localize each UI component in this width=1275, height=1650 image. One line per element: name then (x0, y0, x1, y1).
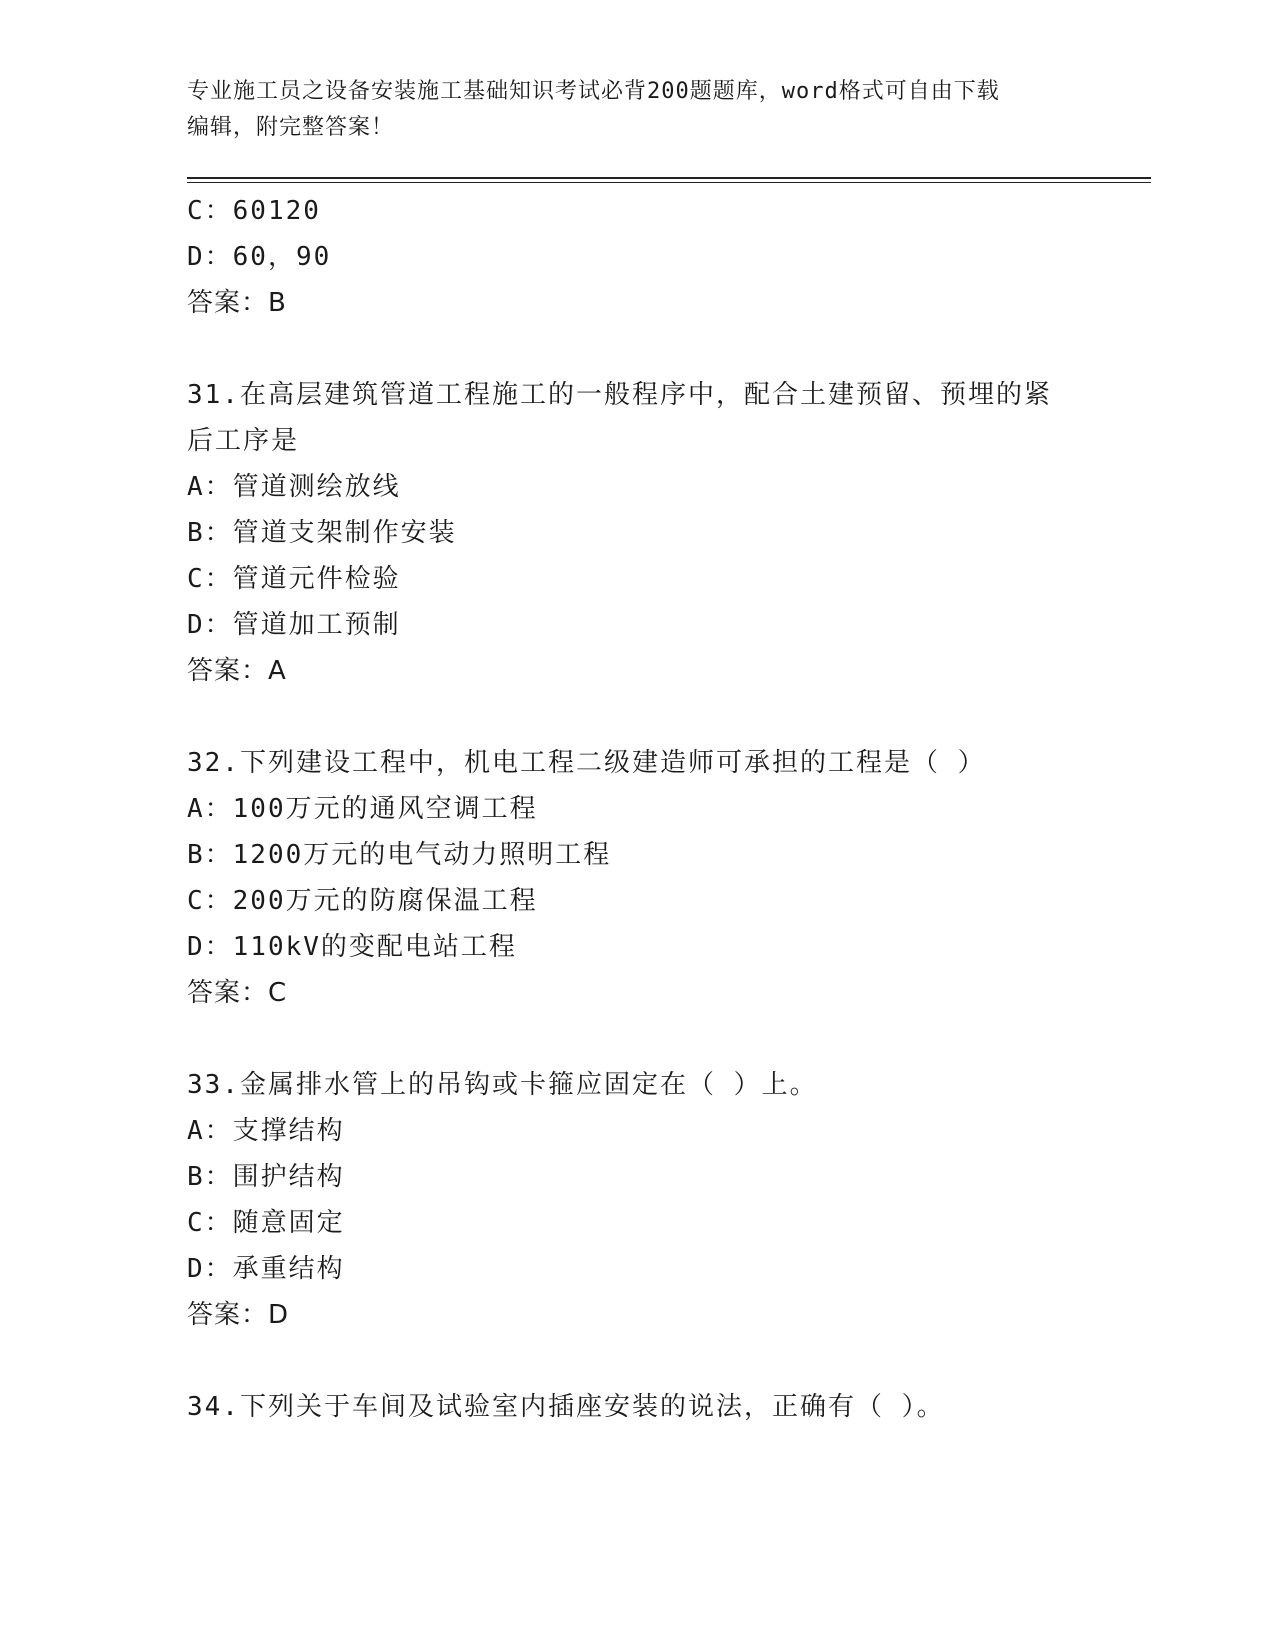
option-c: C：60120 (187, 196, 321, 226)
question-31 (187, 372, 1087, 694)
question-34 (187, 1384, 1087, 1430)
question-stem: 34.下列关于车间及试验室内插座安装的说法，正确有（ ）。 (187, 1392, 945, 1422)
document-header (187, 74, 1067, 146)
option-b: B：管道支架制作安装 (187, 518, 457, 548)
spacer (187, 326, 1087, 372)
spacer (187, 694, 1087, 740)
answer-line: 答案：D (187, 1300, 290, 1330)
question-stem-continued: 后工序是 (187, 426, 300, 456)
option-d: D：60，90 (187, 242, 332, 272)
question-33 (187, 1062, 1087, 1338)
question-stem: 32.下列建设工程中，机电工程二级建造师可承担的工程是（ ） (187, 748, 986, 778)
option-c: C：管道元件检验 (187, 564, 401, 594)
document-body (187, 188, 1087, 1430)
option-d: D：管道加工预制 (187, 610, 401, 640)
header-divider-thin (187, 182, 1151, 183)
option-b: B：1200万元的电气动力照明工程 (187, 840, 612, 870)
spacer (187, 1338, 1087, 1384)
question-32 (187, 740, 1087, 1016)
question-stem: 31.在高层建筑管道工程施工的一般程序中，配合土建预留、预埋的紧 (187, 380, 1052, 410)
header-divider-thick (187, 177, 1151, 179)
header-title-line-2: 编辑，附完整答案！ (187, 115, 395, 140)
option-c: C：随意固定 (187, 1208, 345, 1238)
answer-line: 答案：A (187, 656, 287, 686)
option-d: D：110kV的变配电站工程 (187, 932, 517, 962)
option-a: A：管道测绘放线 (187, 472, 401, 502)
option-b: B：围护结构 (187, 1162, 345, 1192)
question-stem: 33.金属排水管上的吊钩或卡箍应固定在（ ）上。 (187, 1070, 818, 1100)
option-a: A：支撑结构 (187, 1116, 345, 1146)
header-title-line-1: 专业施工员之设备安装施工基础知识考试必背200题题库，word格式可自由下载 (187, 79, 1000, 104)
option-c: C：200万元的防腐保温工程 (187, 886, 538, 916)
answer-line: 答案：C (187, 978, 288, 1008)
spacer (187, 1016, 1087, 1062)
option-d: D：承重结构 (187, 1254, 345, 1284)
answer-line: 答案：B (187, 288, 287, 318)
option-a: A：100万元的通风空调工程 (187, 794, 538, 824)
